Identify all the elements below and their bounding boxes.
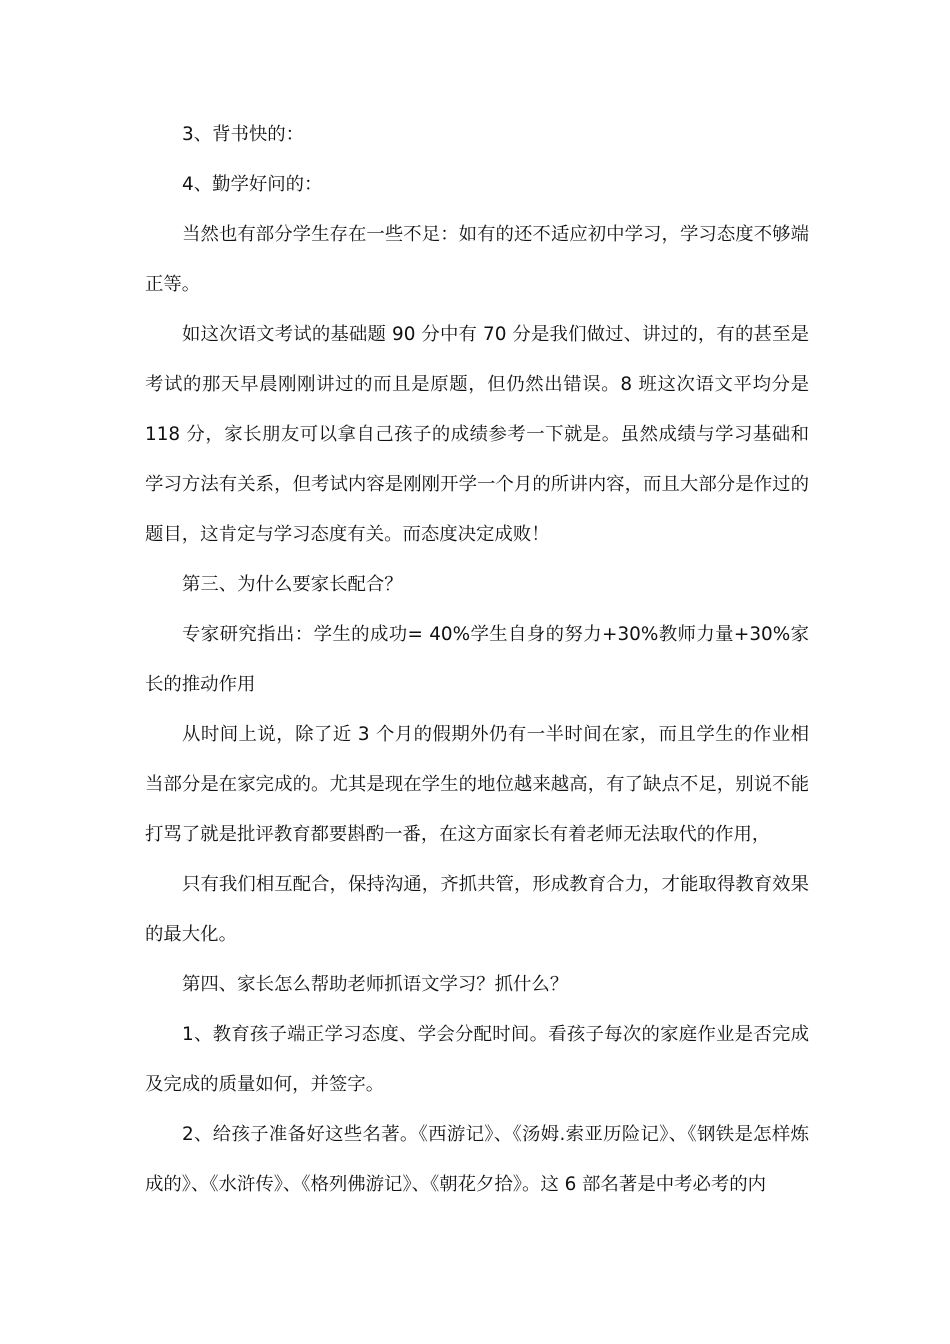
paragraph: 只有我们相互配合，保持沟通，齐抓共管，形成教育合力，才能取得教育效果的最大化。	[145, 874, 809, 945]
paragraph: 专家研究指出：学生的成功= 40%学生自身的努力+30%教师力量+30%家长的推动作用	[145, 624, 809, 695]
paragraph: 3、背书快的：	[182, 124, 305, 145]
section-heading: 第四、家长怎么帮助老师抓语文学习？抓什么？	[182, 974, 569, 995]
section-heading: 第三、为什么要家长配合？	[182, 574, 403, 595]
paragraph: 4、勤学好问的：	[182, 174, 323, 195]
paragraph: 如这次语文考试的基础题 90 分中有 70 分是我们做过、讲过的，有的甚至是考试的那天早晨刚刚讲过的而且是原题，但仍然出错误。8 班这次语文平均分是 118 分，家长朋友可以拿自己孩子的成绩参考一下就是。虽然成绩与学习基础和学习方法有关系，但考试内容是刚刚开学一个月的所讲内容，而且大部分是作过的题目，这肯定与学习态度有关。而态度决定成败！	[145, 324, 809, 545]
paragraph: 从时间上说，除了近 3 个月的假期外仍有一半时间在家，而且学生的作业相当部分是在家完成的。尤其是现在学生的地位越来越高，有了缺点不足，别说不能打骂了就是批评教育都要斟酌一番，在这方面家长有着老师无法取代的作用，	[145, 724, 809, 845]
body-text	[145, 110, 809, 1210]
paragraph: 2、给孩子准备好这些名著。《西游记》、《汤姆.索亚历险记》、《钢铁是怎样炼成的》、《水浒传》、《格列佛游记》、《朝花夕拾》。这 6 部名著是中考必考的内	[145, 1124, 809, 1195]
paragraph: 1、教育孩子端正学习态度、学会分配时间。看孩子每次的家庭作业是否完成及完成的质量如何，并签字。	[145, 1024, 809, 1095]
paragraph: 当然也有部分学生存在一些不足：如有的还不适应初中学习，学习态度不够端正等。	[145, 224, 809, 295]
